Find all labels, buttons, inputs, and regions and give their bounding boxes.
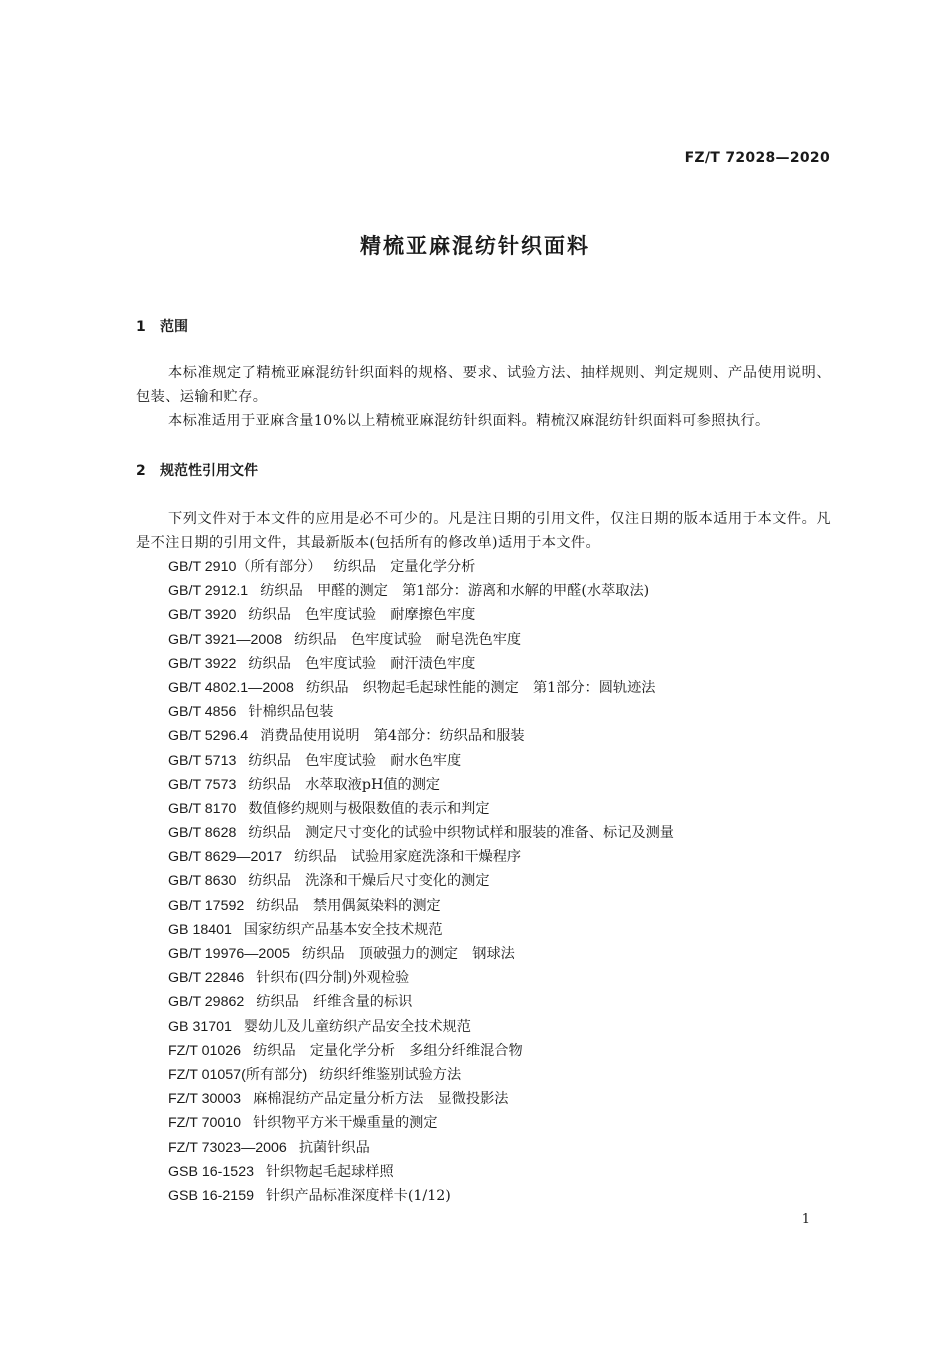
reference-item <box>168 628 674 652</box>
reference-item <box>168 1136 674 1160</box>
reference-code: FZ/T 70010 <box>168 1115 242 1132</box>
reference-title: 国家纺织产品基本安全技术规范 <box>243 921 443 938</box>
reference-code: FZ/T 30003 <box>168 1091 242 1108</box>
reference-item <box>168 1063 674 1087</box>
section-2-heading <box>136 460 258 480</box>
reference-item <box>168 676 674 700</box>
reference-code: GB/T 2912.1 <box>168 583 249 600</box>
reference-code: GB/T 8628 <box>168 825 237 842</box>
reference-item <box>168 749 674 773</box>
reference-code: GSB 16-2159 <box>168 1187 254 1204</box>
standard-number: FZ/T 72028—2020 <box>684 150 830 166</box>
reference-title: 针棉织品包装 <box>248 704 334 721</box>
reference-title: 纺织纤维鉴别试验方法 <box>319 1066 462 1083</box>
reference-item <box>168 797 674 821</box>
reference-code: GB/T 7573 <box>168 776 237 793</box>
reference-title: 针织布(四分制)外观检验 <box>256 970 410 987</box>
reference-code: GB/T 2910（所有部分） <box>168 559 322 575</box>
reference-item <box>168 1087 674 1111</box>
reference-code: GB/T 29862 <box>168 994 245 1011</box>
reference-title: 针织产品标准深度样卡(1/12) <box>265 1187 451 1204</box>
reference-item <box>168 724 674 748</box>
section-1-paragraph-2: 本标准适用于亚麻含量10%以上精梳亚麻混纺针织面料。精梳汉麻混纺针织面料可参照执行。 <box>168 413 770 429</box>
reference-code: GB/T 3920 <box>168 607 237 624</box>
reference-item <box>168 652 674 676</box>
reference-item <box>168 990 674 1014</box>
reference-item <box>168 845 674 869</box>
reference-item <box>168 1015 674 1039</box>
section-number: 1 <box>136 319 146 335</box>
reference-title: 纺织品 纤维含量的标识 <box>256 994 413 1011</box>
section-title: 规范性引用文件 <box>160 463 258 479</box>
reference-code: GB/T 3921—2008 <box>168 631 283 648</box>
reference-item <box>168 700 674 724</box>
reference-code: FZ/T 01057(所有部分) <box>168 1066 308 1083</box>
reference-code: GB/T 5296.4 <box>168 728 249 745</box>
reference-title: 纺织品 测定尺寸变化的试验中织物试样和服装的准备、标记及测量 <box>248 825 674 842</box>
section-1-heading <box>136 316 188 336</box>
reference-item <box>168 869 674 893</box>
reference-item <box>168 1111 674 1135</box>
reference-title: 婴幼儿及儿童纺织产品安全技术规范 <box>243 1018 471 1035</box>
reference-title: 纺织品 织物起毛起球性能的测定 第1部分：圆轨迹法 <box>305 679 656 696</box>
reference-item <box>168 918 674 942</box>
normative-references-list <box>168 555 674 1208</box>
reference-item <box>168 894 674 918</box>
reference-title: 针织物平方米干燥重量的测定 <box>253 1115 438 1132</box>
reference-title: 纺织品 色牢度试验 耐水色牢度 <box>248 752 462 769</box>
reference-code: GB/T 5713 <box>168 752 237 769</box>
section-1-paragraph-1: 本标准规定了精梳亚麻混纺针织面料的规格、要求、试验方法、抽样规则、判定规则、产品使用说明、包装、运输和贮存。 <box>136 365 831 405</box>
reference-title: 抗菌针织品 <box>298 1139 370 1156</box>
reference-code: GB/T 8629—2017 <box>168 849 283 866</box>
reference-title: 纺织品 色牢度试验 耐汗渍色牢度 <box>248 655 476 672</box>
reference-title: 纺织品 试验用家庭洗涤和干燥程序 <box>294 849 522 866</box>
reference-item <box>168 966 674 990</box>
reference-code: GB/T 22846 <box>168 970 245 987</box>
reference-item <box>168 1039 674 1063</box>
reference-title: 纺织品 定量化学分析 <box>333 559 476 575</box>
reference-code: GB/T 3922 <box>168 655 237 672</box>
reference-item <box>168 821 674 845</box>
reference-title: 纺织品 洗涤和干燥后尺寸变化的测定 <box>248 873 490 890</box>
page-number: 1 <box>801 1212 810 1227</box>
reference-item <box>168 603 674 627</box>
reference-code: GB/T 8630 <box>168 873 237 890</box>
reference-title: 纺织品 禁用偶氮染料的测定 <box>256 897 441 914</box>
reference-code: GB/T 4856 <box>168 704 237 721</box>
reference-code: FZ/T 73023—2006 <box>168 1139 287 1156</box>
section-2-paragraph-1: 下列文件对于本文件的应用是必不可少的。凡是注日期的引用文件，仅注日期的版本适用于本文件。凡是不注日期的引用文件，其最新版本(包括所有的修改单)适用于本文件。 <box>136 511 831 551</box>
reference-code: GB 31701 <box>168 1018 232 1035</box>
reference-item <box>168 773 674 797</box>
reference-item <box>168 579 674 603</box>
reference-title: 纺织品 色牢度试验 耐摩擦色牢度 <box>248 607 476 624</box>
reference-code: GB/T 19976—2005 <box>168 946 290 962</box>
document-title: 精梳亚麻混纺针织面料 <box>360 234 590 258</box>
reference-title: 纺织品 色牢度试验 耐皂洗色牢度 <box>294 631 522 648</box>
reference-title: 消费品使用说明 第4部分：纺织品和服装 <box>260 728 525 745</box>
section-title: 范围 <box>160 319 188 335</box>
reference-item <box>168 555 674 579</box>
reference-code: GB/T 17592 <box>168 897 245 914</box>
reference-title: 纺织品 甲醛的测定 第1部分：游离和水解的甲醛(水萃取法) <box>260 583 650 600</box>
reference-code: GB 18401 <box>168 921 232 938</box>
reference-code: GSB 16-1523 <box>168 1163 254 1180</box>
reference-item <box>168 1184 674 1208</box>
reference-title: 数值修约规则与极限数值的表示和判定 <box>248 800 490 817</box>
reference-code: GB/T 4802.1—2008 <box>168 679 294 696</box>
reference-code: GB/T 8170 <box>168 800 237 817</box>
reference-title: 纺织品 顶破强力的测定 钢球法 <box>302 946 515 962</box>
reference-title: 针织物起毛起球样照 <box>265 1163 394 1180</box>
reference-code: FZ/T 01026 <box>168 1042 242 1059</box>
reference-title: 麻棉混纺产品定量分析方法 显微投影法 <box>253 1091 509 1108</box>
reference-title: 纺织品 定量化学分析 多组分纤维混合物 <box>253 1042 523 1059</box>
reference-item <box>168 1160 674 1184</box>
section-number: 2 <box>136 463 146 479</box>
reference-item <box>168 942 674 966</box>
reference-title: 纺织品 水萃取液pH值的测定 <box>248 776 441 793</box>
